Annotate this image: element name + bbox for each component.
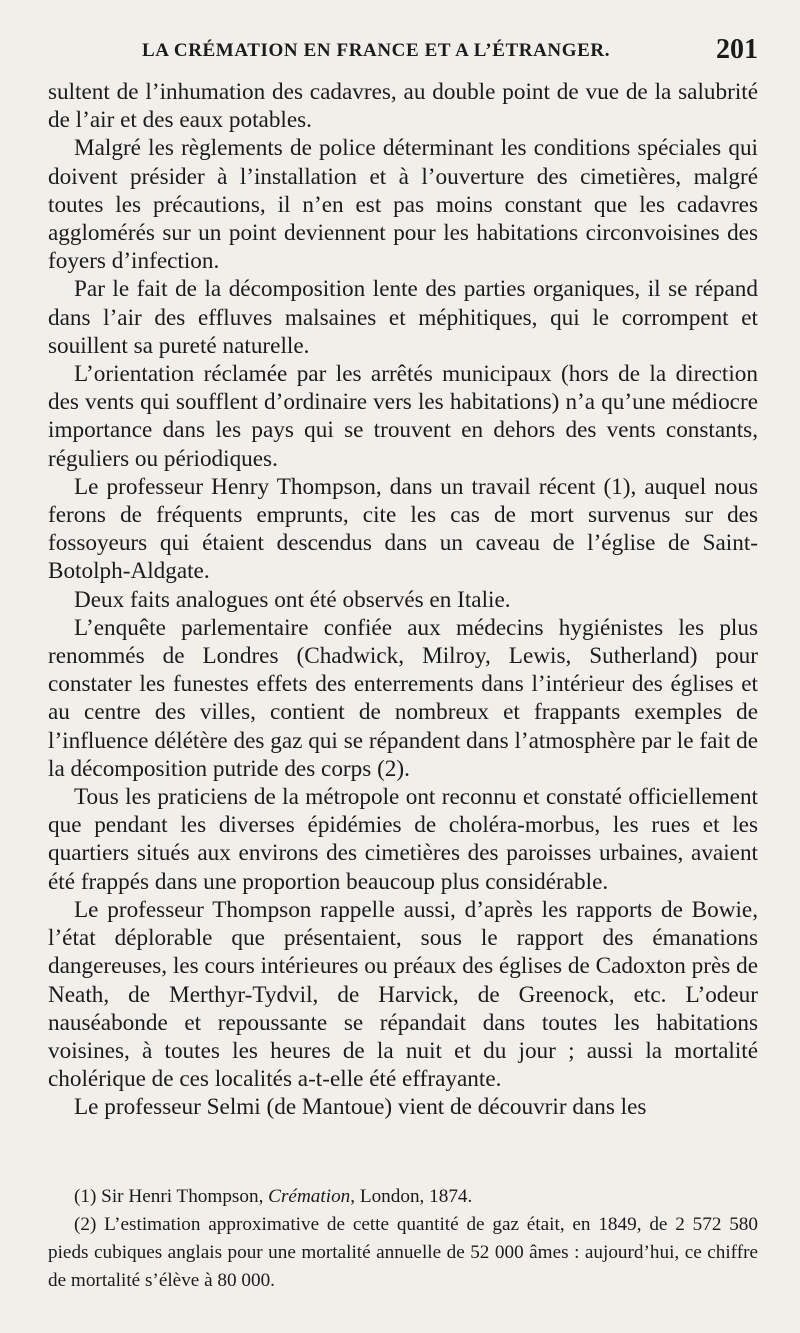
running-title: LA CRÉMATION EN FRANCE ET A L’ÉTRANGER. xyxy=(142,40,611,61)
paragraph: Tous les praticiens de la métropole ont reconnu et constaté officiellement que pendant les diverses épidémies de choléra-morbus, les rues et les quartiers situés aux environs des cimetières des paroisses urbaines, avaient été frappés dans une proportion beaucoup plus considérable. xyxy=(48,784,758,895)
paragraph: Le professeur Thompson rappelle aussi, d’après les rapports de Bowie, l’état déplorable que présentaient, sous le rapport des émanations dangereuses, les cours intérieures ou préaux des églises de Cadoxton près de Neath, de Merthyr-Tydvil, de Harvick, de Greenock, etc. L’odeur nauséabonde et repoussante se répandait dans toutes les habitations voisines, à toutes les heures de la nuit et du jour ; aussi la mortalité cholérique de ces localités a-t-elle été effrayante. xyxy=(48,896,758,1093)
footnote-1-text: (1) Sir Henri Thompson, xyxy=(74,1186,269,1207)
footnote-1-tail: , London, 1874. xyxy=(350,1186,473,1207)
footnote-1 xyxy=(48,1183,758,1211)
paragraph: Par le fait de la décomposition lente des parties organiques, il se répand dans l’air des effluves malsaines et méphitiques, qui le corrompent et souillent sa pureté naturelle. xyxy=(48,276,758,359)
page-number: 201 xyxy=(716,34,758,65)
paragraph: L’enquête parlementaire confiée aux médecins hygiénistes les plus renommés de Londres (Chadwick, Milroy, Lewis, Sutherland) pour constater les funestes effets des enterrements dans l’intérieur des églises et au centre des villes, contient de nombreux et frappants exemples de l’influence délétère des gaz qui se répandent dans l’atmosphère par le fait de la décomposition putride des corps (2). xyxy=(48,614,758,782)
paragraph-continuation: sultent de l’inhumation des cadavres, au double point de vue de la salubrité de l’air et des eaux potables. xyxy=(48,79,758,134)
footnote-2: (2) L’estimation approximative de cette quantité de gaz était, en 1849, de 2 572 580 pieds cubiques anglais pour une mortalité annuelle de 52 000 âmes : aujourd’hui, ce chiffre de mortalité s’élève à 80 000. xyxy=(48,1214,758,1291)
paragraph: Deux faits analogues ont été observés en Italie. xyxy=(74,586,511,613)
body-text xyxy=(48,78,758,1122)
paragraph: Le professeur Selmi (de Mantoue) vient de découvrir dans les xyxy=(74,1094,647,1121)
footnote-1-title: Crémation xyxy=(268,1186,351,1207)
footnotes xyxy=(48,1183,758,1295)
paragraph: L’orientation réclamée par les arrêtés municipaux (hors de la direction des vents qui soufflent d’ordinaire vers les habitations) n’a qu’une médiocre importance dans les pays qui se trouvent en dehors des vents constants, réguliers ou périodiques. xyxy=(48,361,758,472)
paragraph: Malgré les règlements de police déterminant les conditions spéciales qui doivent présider à l’installation et à l’ouverture des cimetières, malgré toutes les précautions, il n’en est pas moins constant que les cadavres agglomérés sur un point deviennent pour les habitations circonvoisines des foyers d’infection. xyxy=(48,135,758,275)
paragraph: Le professeur Henry Thompson, dans un travail récent (1), auquel nous ferons de fréquents emprunts, cite les cas de mort survenus sur des fossoyeurs qui étaient descendus dans un caveau de l’église de Saint-Botolph-Aldgate. xyxy=(48,473,758,585)
running-header xyxy=(48,30,758,78)
